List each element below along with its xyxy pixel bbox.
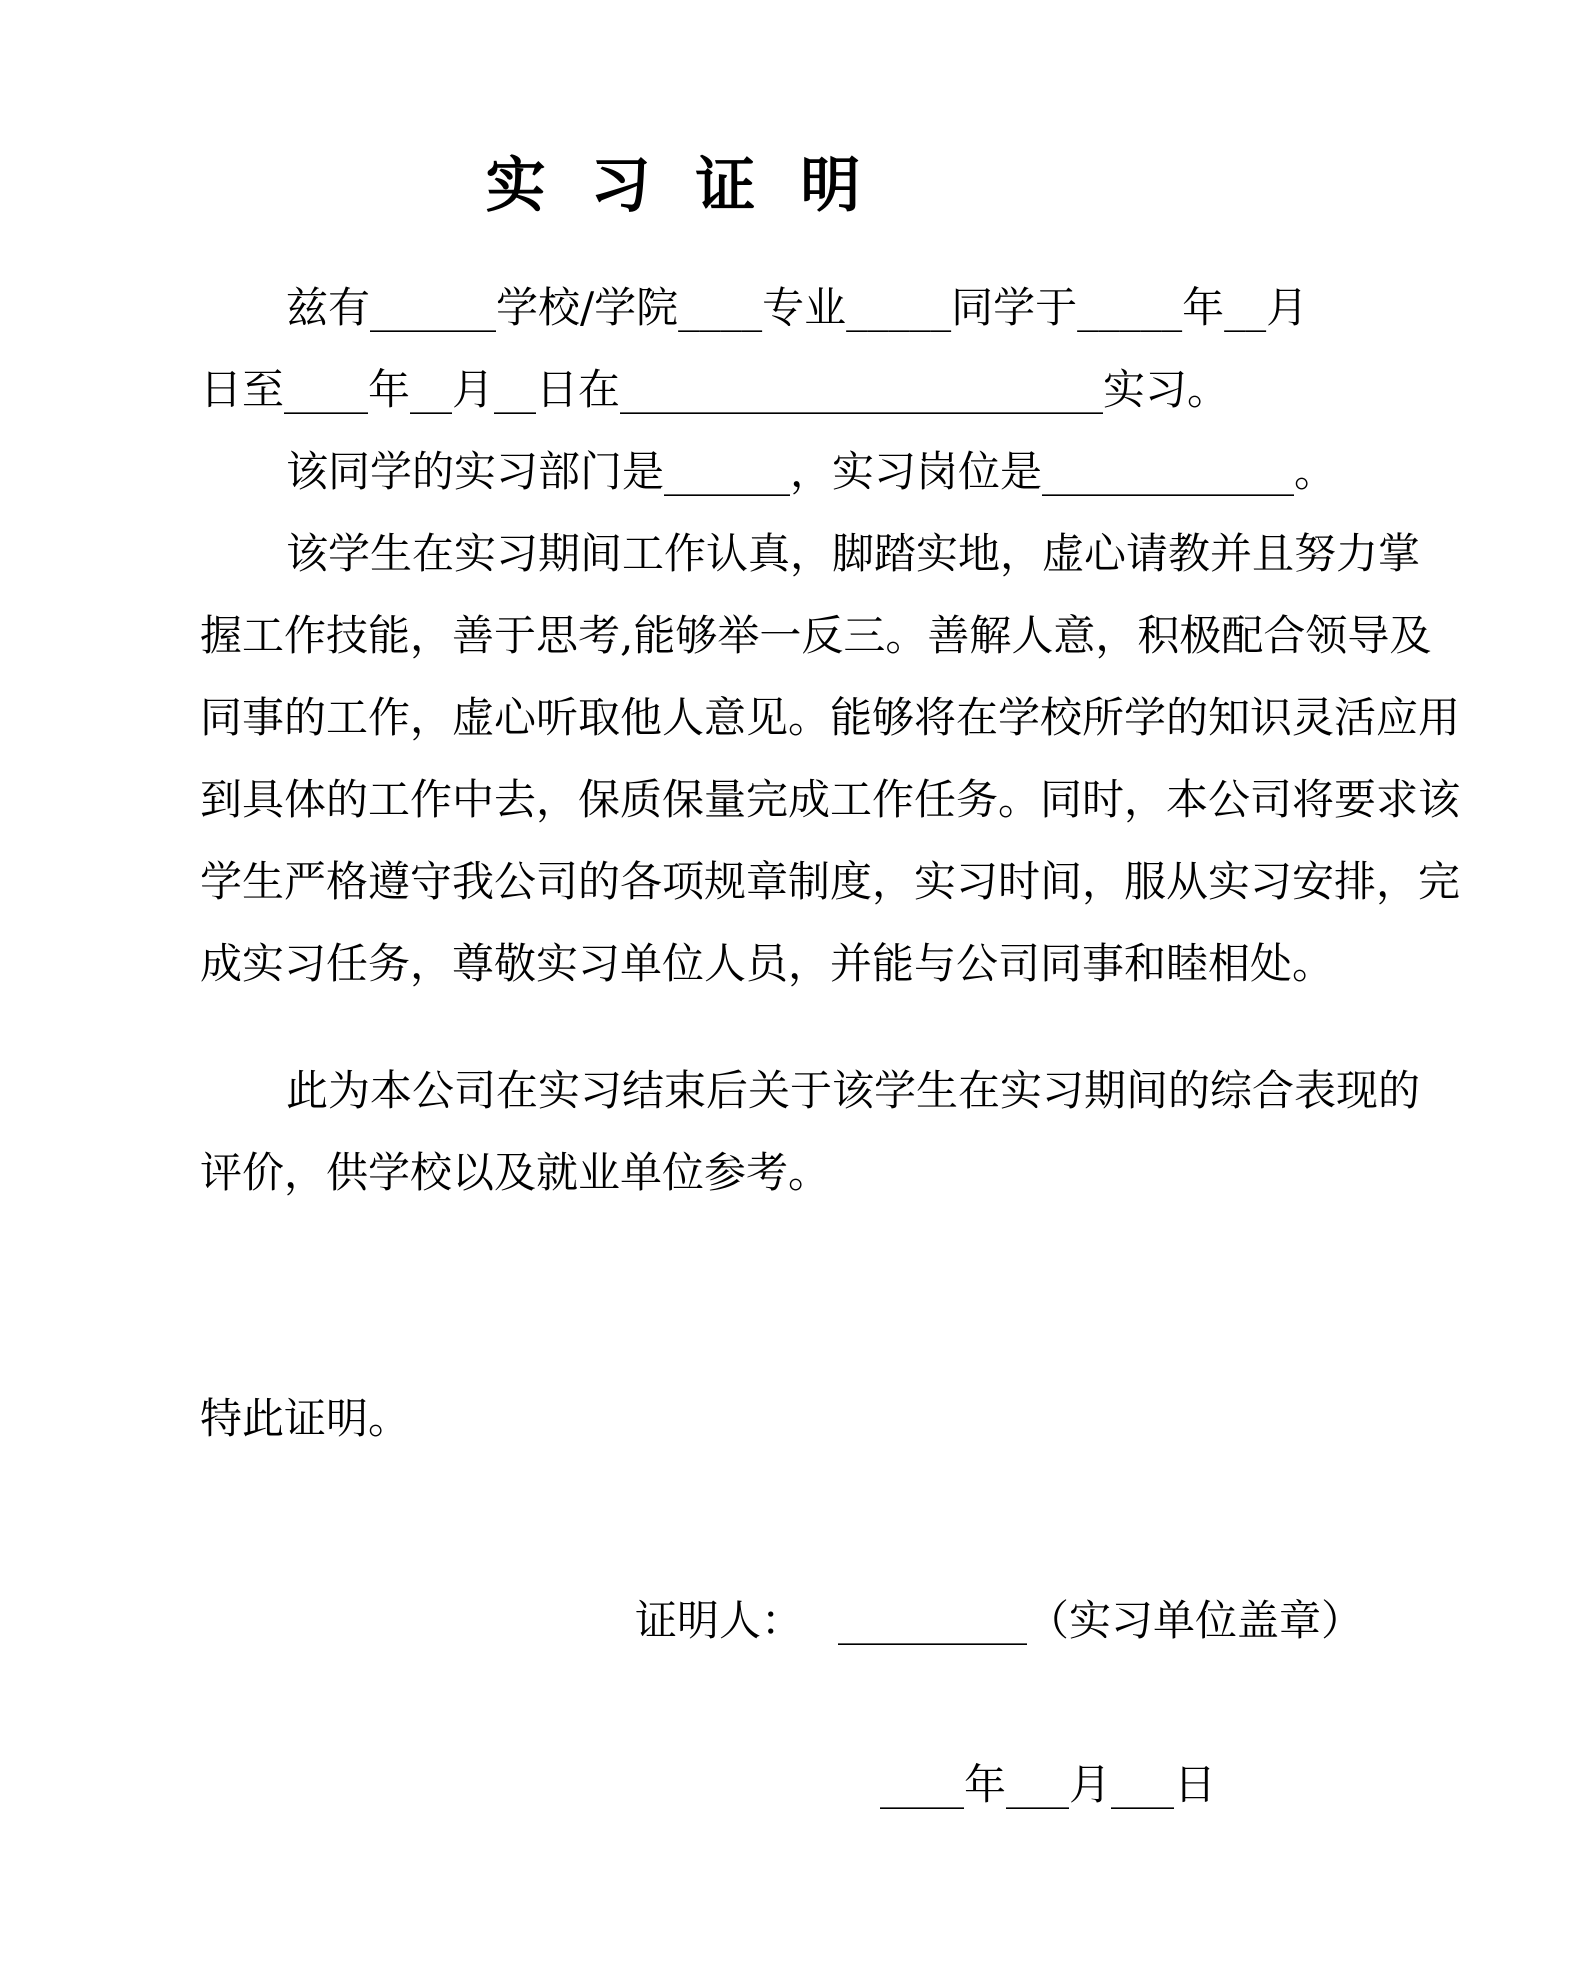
body-line: 学生严格遵守我公司的各项规章制度，实习时间，服从实习安排，完 [200,857,1461,906]
body-line: 该同学的实习部门是______，实习岗位是____________。 [286,447,1337,496]
document-body [200,267,1461,1214]
body-line: 成实习任务，尊敬实习单位人员，并能与公司同事和睦相处。 [200,939,1335,988]
signature-label: 证明人： [635,1596,804,1645]
document-page [0,151,1587,1981]
body-line: 日至____年__月__日在_______________________实习。 [200,365,1230,414]
stamp-note: （实习单位盖章） [1027,1596,1364,1645]
body-line: 此为本公司在实习结束后关于该学生在实习期间的综合表现的 [286,1066,1421,1115]
signature-row [200,1580,1364,1662]
body-line: 兹有______学校/学院____专业_____同学于_____年__月 [286,283,1309,332]
document-content [200,151,1461,1826]
document-title: 实 习 证 明 [485,151,873,221]
closing-statement: 特此证明。 [200,1394,411,1443]
body-line: 握工作技能，善于思考,能够举一反三。善解人意，积极配合领导及 [200,611,1432,660]
body-line: 该学生在实习期间工作认真，脚踏实地，虚心请教并且努力掌 [286,529,1421,578]
date-line: ____年___月___日 [880,1760,1217,1809]
body-line: 到具体的工作中去，保质保量完成工作任务。同时，本公司将要求该 [200,775,1461,824]
body-line: 评价，供学校以及就业单位参考。 [200,1148,831,1197]
signature-blank: _________ [838,1596,1028,1645]
body-line: 同事的工作，虚心听取他人意见。能够将在学校所学的知识灵活应用 [200,693,1461,742]
